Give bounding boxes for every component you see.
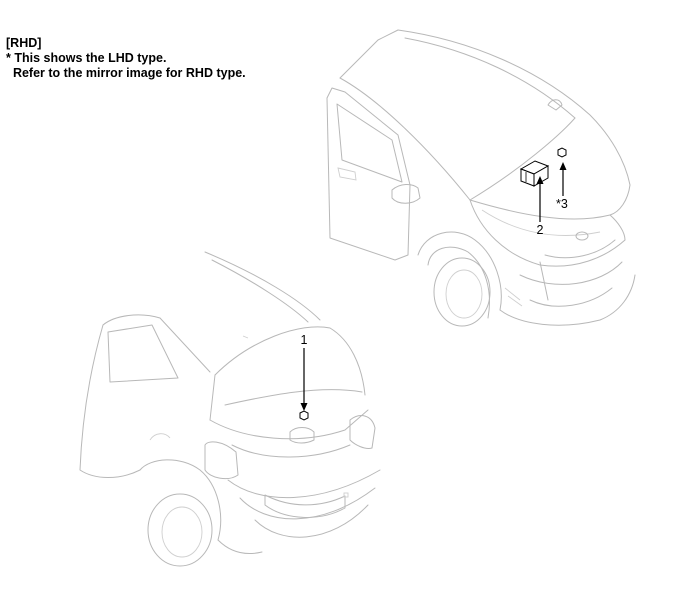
rear-view-car xyxy=(80,252,380,566)
callout-3: *3 xyxy=(556,197,568,211)
part-1-nut xyxy=(300,411,308,420)
callout-2: 2 xyxy=(536,223,544,237)
callout-3-arrowhead xyxy=(560,162,567,170)
callout-1-arrowhead xyxy=(301,403,308,411)
callout-1: 1 xyxy=(300,333,308,347)
part-3-nut xyxy=(558,148,566,157)
lhd-note: * This shows the LHD type. xyxy=(6,51,167,65)
part-2-module xyxy=(521,161,548,186)
front-view-car xyxy=(327,30,635,326)
mirror-note: Refer to the mirror image for RHD type. xyxy=(6,66,246,80)
rhd-tag: [RHD] xyxy=(6,36,42,50)
